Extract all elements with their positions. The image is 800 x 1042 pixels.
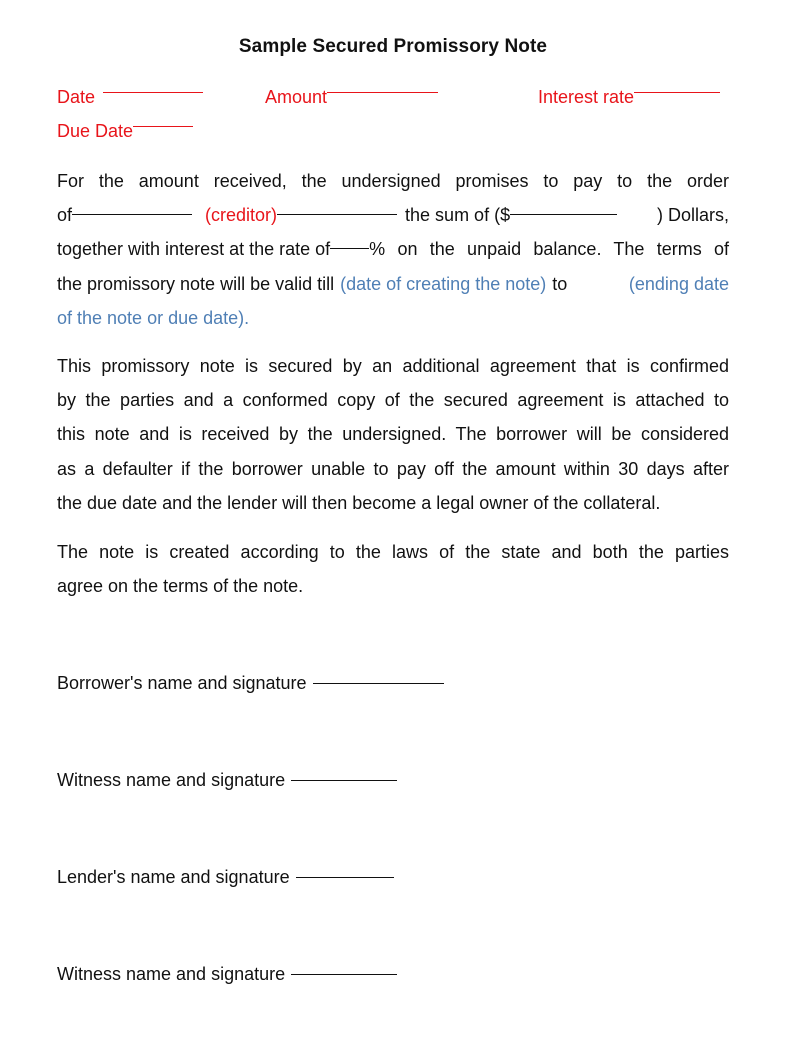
paragraph-terms <box>57 164 729 335</box>
para1-line1: For the amount received, the undersigned promises to pay to the order <box>57 171 729 191</box>
of-text: of <box>57 205 73 226</box>
creditor-blank-2 <box>277 214 397 215</box>
sum-blank <box>510 214 617 215</box>
paragraph-security <box>57 349 729 520</box>
para1-line3 <box>57 232 729 266</box>
para1-line2 <box>57 198 729 232</box>
date-line <box>103 92 203 93</box>
interest-rate-label: Interest rate <box>538 87 635 107</box>
witness-signature-2 <box>57 964 397 985</box>
rate-blank <box>330 248 369 249</box>
lender-signature-label: Lender's name and signature <box>57 867 290 887</box>
witness-signature-2-line <box>291 974 397 975</box>
witness-signature-1-line <box>291 780 397 781</box>
interest-rate-line <box>634 92 720 93</box>
para2-line2: by the parties and a conformed copy of the secured agreement is attached to <box>57 390 729 411</box>
lender-signature <box>57 867 394 888</box>
validity-text: the promissory note will be valid till <box>57 273 335 294</box>
due-date-field <box>57 121 193 142</box>
para2-line5: the due date and the lender will then become a legal owner of the collateral. <box>57 492 661 513</box>
para1-line4 <box>57 267 729 301</box>
amount-line <box>327 92 438 93</box>
creditor-placeholder: (creditor) <box>205 205 278 226</box>
start-date-placeholder: (date of creating the note) <box>340 273 547 294</box>
due-date-line <box>133 126 193 127</box>
date-label: Date <box>57 87 96 107</box>
para3-line2: agree on the terms of the note. <box>57 576 304 597</box>
to-text: to <box>552 273 568 294</box>
lender-signature-line <box>296 877 394 878</box>
sum-text: the sum of ($ <box>405 205 511 226</box>
para2-line1: This promissory note is secured by an additional agreement that is confirmed <box>57 356 729 376</box>
witness-signature-1-label: Witness name and signature <box>57 770 286 790</box>
page-title: Sample Secured Promissory Note <box>238 36 548 57</box>
due-date-label: Due Date <box>57 121 134 141</box>
para2-line3: this note and is received by the undersigned. The borrower will be considered <box>57 424 729 445</box>
end-date-placeholder-2: of the note or due date). <box>57 307 250 328</box>
rate-text-b: % on the unpaid balance. The terms of <box>369 239 729 260</box>
para3-line1: The note is created according to the laws of the state and both the parties <box>57 542 729 562</box>
rate-text-a: together with interest at the rate of <box>57 239 331 260</box>
witness-signature-2-label: Witness name and signature <box>57 964 286 984</box>
para2-line4: as a defaulter if the borrower unable to pay off the amount within 30 days after <box>57 458 729 479</box>
borrower-signature-line <box>313 683 444 684</box>
amount-field <box>265 87 438 108</box>
date-field <box>57 87 203 108</box>
witness-signature-1 <box>57 770 397 791</box>
dollars-text: ) Dollars, <box>656 205 729 226</box>
borrower-signature <box>57 673 444 694</box>
paragraph-laws <box>57 535 729 603</box>
creditor-blank-1 <box>72 214 192 215</box>
borrower-signature-label: Borrower's name and signature <box>57 673 307 693</box>
interest-rate-field <box>538 87 720 108</box>
end-date-placeholder-1: (ending date <box>628 273 729 294</box>
amount-label: Amount <box>265 87 328 107</box>
